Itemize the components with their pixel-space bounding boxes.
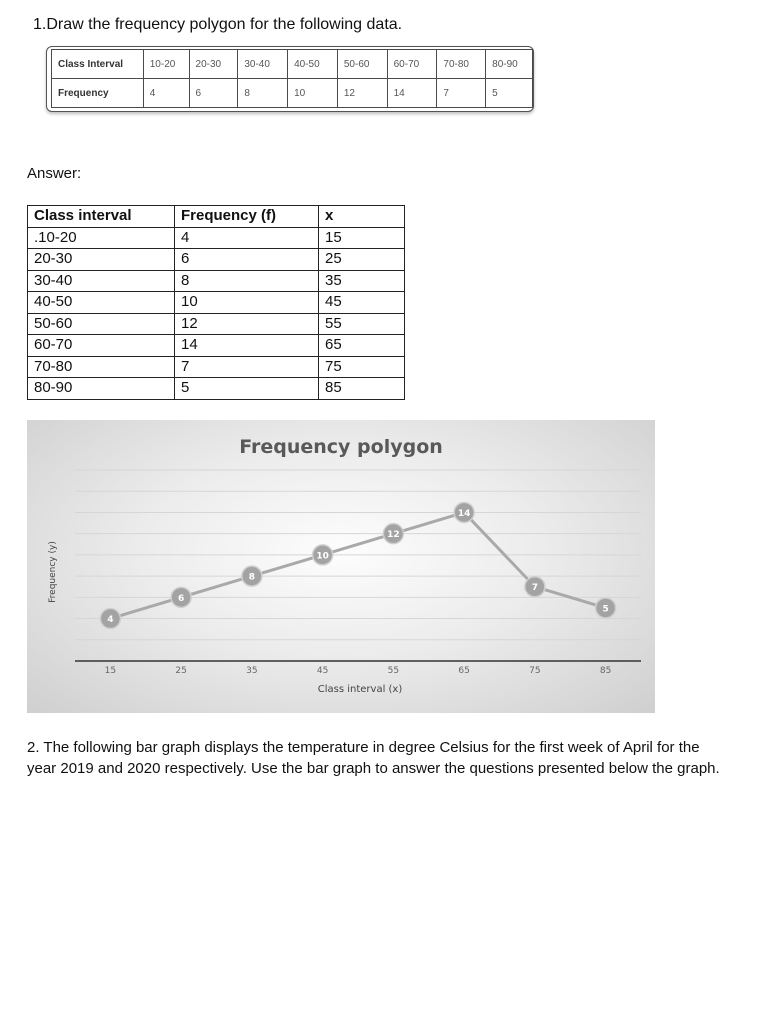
interval-cell: 30-40 <box>238 50 288 79</box>
x-axis-label: Class interval (x) <box>317 684 403 695</box>
frequency-cell: 8 <box>238 79 288 108</box>
frequency-data-table <box>46 46 534 112</box>
x-tick-label: 75 <box>529 666 541 676</box>
data-label: 4 <box>107 615 114 626</box>
class-interval-row <box>52 50 533 79</box>
table-row <box>28 292 405 314</box>
table-row <box>28 356 405 378</box>
x-tick-label: 55 <box>387 666 400 676</box>
table-row <box>28 249 405 271</box>
table-row <box>28 227 405 249</box>
interval-cell: 10-20 <box>143 50 189 79</box>
chart-canvas <box>27 420 655 713</box>
interval-cell: 50-60 <box>337 50 387 79</box>
class-interval-header: Class Interval <box>52 50 144 79</box>
x-tick-label: 15 <box>104 666 117 676</box>
class-interval-cell: 80-90 <box>28 378 175 400</box>
x-tick-label: 25 <box>175 666 187 676</box>
class-interval-cell: 30-40 <box>28 270 175 292</box>
data-label: 14 <box>457 508 471 519</box>
frequency-row <box>52 79 533 108</box>
x-tick-label: 35 <box>246 666 258 676</box>
data-label: 6 <box>177 593 185 604</box>
table-row <box>28 270 405 292</box>
question-2-text: 2. The following bar graph displays the temperature in degree Celsius for the first week of April for the year 2019 and 2020 respectively. Use the bar graph to answer the questions presented below the graph. <box>27 739 720 777</box>
frequency-cell: 4 <box>175 227 319 249</box>
x-cell: 25 <box>319 249 405 271</box>
class-interval-cell: 70-80 <box>28 356 175 378</box>
x-cell: 35 <box>319 270 405 292</box>
x-cell: 15 <box>319 227 405 249</box>
class-interval-cell: 40-50 <box>28 292 175 314</box>
frequency-cell: 5 <box>486 79 533 108</box>
frequency-cell: 14 <box>387 79 437 108</box>
interval-cell: 80-90 <box>486 50 533 79</box>
class-interval-column-header: Class interval <box>28 206 175 228</box>
frequency-cell: 8 <box>175 270 319 292</box>
chart-title: Frequency polygon <box>239 436 443 458</box>
class-interval-cell: .10-20 <box>28 227 175 249</box>
x-column-header: x <box>319 206 405 228</box>
data-label: 12 <box>387 530 400 541</box>
question-1-title: 1.Draw the frequency polygon for the following data. <box>33 16 403 33</box>
table-row <box>28 335 405 357</box>
x-cell: 75 <box>319 356 405 378</box>
interval-cell: 70-80 <box>437 50 486 79</box>
interval-cell: 60-70 <box>387 50 437 79</box>
frequency-cell: 7 <box>175 356 319 378</box>
frequency-cell: 10 <box>175 292 319 314</box>
data-label: 5 <box>602 604 609 615</box>
x-cell: 45 <box>319 292 405 314</box>
x-cell: 85 <box>319 378 405 400</box>
answer-label: Answer: <box>27 165 82 182</box>
frequency-cell: 12 <box>337 79 387 108</box>
frequency-column-header: Frequency (f) <box>175 206 319 228</box>
frequency-cell: 5 <box>175 378 319 400</box>
frequency-polygon-chart <box>27 420 655 713</box>
frequency-cell: 10 <box>288 79 338 108</box>
answer-table <box>27 205 405 400</box>
interval-cell: 20-30 <box>189 50 238 79</box>
class-interval-cell: 20-30 <box>28 249 175 271</box>
y-axis-label: Frequency (y) <box>48 541 58 603</box>
frequency-cell: 14 <box>175 335 319 357</box>
table-row <box>28 313 405 335</box>
class-interval-cell: 50-60 <box>28 313 175 335</box>
frequency-cell: 4 <box>143 79 189 108</box>
table-row <box>28 378 405 400</box>
frequency-cell: 6 <box>189 79 238 108</box>
interval-cell: 40-50 <box>288 50 338 79</box>
x-tick-label: 85 <box>599 666 612 676</box>
x-tick-label: 65 <box>458 666 470 676</box>
frequency-header: Frequency <box>52 79 144 108</box>
frequency-cell: 6 <box>175 249 319 271</box>
x-cell: 65 <box>319 335 405 357</box>
data-label: 8 <box>248 572 256 583</box>
x-tick-label: 45 <box>316 666 329 676</box>
frequency-cell: 12 <box>175 313 319 335</box>
data-label: 7 <box>531 583 539 594</box>
data-label: 10 <box>316 551 329 562</box>
x-cell: 55 <box>319 313 405 335</box>
answer-header-row <box>28 206 405 228</box>
frequency-cell: 7 <box>437 79 486 108</box>
class-interval-cell: 60-70 <box>28 335 175 357</box>
